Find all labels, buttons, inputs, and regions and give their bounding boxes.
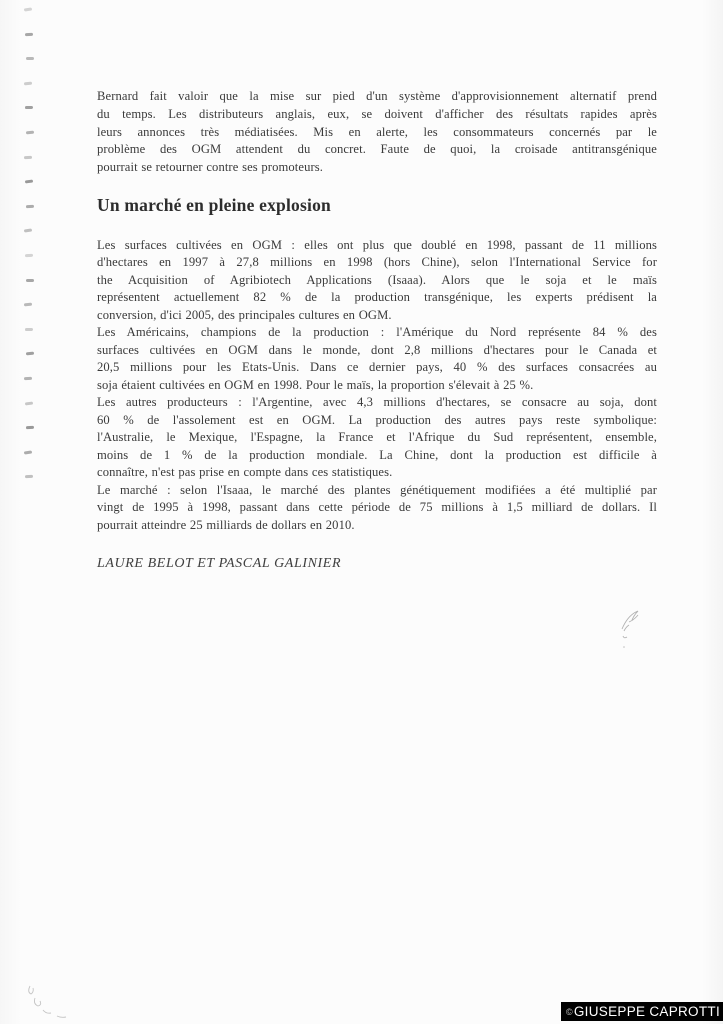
text-line: pourrait se retourner contre ses promoteurs. — [97, 160, 324, 175]
pencil-scribble-mark — [600, 595, 660, 665]
credit-name: GIUSEPPE CAPROTTI — [573, 1004, 720, 1019]
text-line: Les Américains, champions de la production : l'Amérique du Nord représente 84 % des — [97, 325, 657, 340]
text-line: leurs annonces très médiatisées. Mis en alerte, les consommateurs concernés par le — [97, 124, 657, 139]
binding-marks — [0, 0, 50, 500]
binding-mark — [24, 155, 32, 158]
text-line: Les autres producteurs : l'Argentine, avec 4,3 millions d'hectares, se consacre au soja, dont — [97, 395, 657, 410]
binding-mark — [26, 131, 34, 135]
binding-mark — [25, 401, 33, 405]
photo-credit-badge — [561, 1002, 723, 1021]
binding-mark — [24, 229, 32, 233]
binding-mark — [24, 450, 32, 454]
text-line: l'Australie, le Mexique, l'Espagne, la France et l'Afrique du Sud représentent, ensemble, — [97, 430, 657, 445]
body-paragraph — [97, 237, 657, 325]
text-line: Le marché : selon l'Isaaa, le marché des plantes génétiquement modifiées a été multiplié par — [97, 482, 657, 497]
body-paragraph — [97, 324, 657, 394]
body-paragraph — [97, 482, 657, 535]
binding-mark — [25, 254, 33, 258]
binding-mark — [26, 279, 34, 282]
text-line: moins de 1 % de la production mondiale. La Chine, dont la production est difficile à — [97, 447, 657, 462]
text-line: d'hectares en 1997 à 27,8 millions en 1998 (hors Chine), selon l'International Service for — [97, 255, 657, 270]
binding-mark — [24, 81, 32, 85]
binding-mark — [26, 205, 34, 208]
binding-mark — [26, 57, 34, 60]
byline: LAURE BELOT ET PASCAL GALINIER — [97, 556, 342, 572]
section-heading: Un marché en pleine explosion — [97, 194, 331, 215]
text-line: 60 % de l'assolement est en OGM. La production des autres pays reste symbolique: — [97, 412, 657, 427]
text-line: Bernard fait valoir que la mise sur pied d'un système d'approvisionnement alternatif prend — [97, 89, 657, 103]
text-line: problème des OGM attendent du concret. Faute de quoi, la croisade antitransgénique — [97, 142, 657, 157]
text-line: conversion, d'ici 2005, des principales cultures en OGM. — [97, 307, 392, 322]
text-line: soja étaient cultivées en OGM en 1998. Pour le maïs, la proportion s'élevait à 25 %. — [97, 377, 534, 392]
text-line: the Acquisition of Agribiotech Applications (Isaaa). Alors que le soja et le maïs — [97, 272, 657, 287]
text-line: connaître, n'est pas prise en compte dans ces statistiques. — [97, 465, 393, 480]
text-line: 20,5 millions pour les Etats-Unis. Dans ce dernier pays, 40 % des surfaces consacrées au — [97, 360, 657, 375]
binding-mark — [26, 352, 34, 356]
text-line: pourrait atteindre 25 milliards de dollars en 2010. — [97, 517, 355, 532]
body-paragraph — [97, 394, 657, 482]
binding-mark — [25, 475, 33, 479]
binding-mark — [26, 426, 34, 429]
text-line: du temps. Les distributeurs anglais, eux, se doivent d'afficher des résultats rapides après — [97, 106, 657, 121]
text-line: surfaces cultivées en OGM dans le monde, dont 2,8 millions d'hectares pour le Canada et — [97, 342, 657, 357]
pencil-scribble-mark-bottom — [20, 978, 90, 1023]
binding-mark — [25, 32, 33, 36]
text-line: vingt de 1995 à 1998, passant dans cette période de 75 millions à 1,5 milliard de dollars. Il — [97, 500, 657, 515]
binding-mark — [25, 328, 33, 331]
article-body — [97, 237, 657, 535]
binding-mark — [24, 377, 32, 380]
binding-mark — [25, 106, 33, 109]
copyright-icon: © — [565, 1006, 573, 1017]
binding-mark — [25, 180, 33, 184]
text-line: représentent actuellement 82 % de la production transgénique, les experts prédisent la — [97, 290, 657, 305]
binding-mark — [24, 7, 32, 11]
article-content — [97, 0, 657, 572]
text-line: Les surfaces cultivées en OGM : elles ont plus que doublé en 1998, passant de 11 millions — [97, 237, 657, 252]
binding-mark — [24, 303, 32, 307]
intro-paragraph — [97, 88, 657, 177]
